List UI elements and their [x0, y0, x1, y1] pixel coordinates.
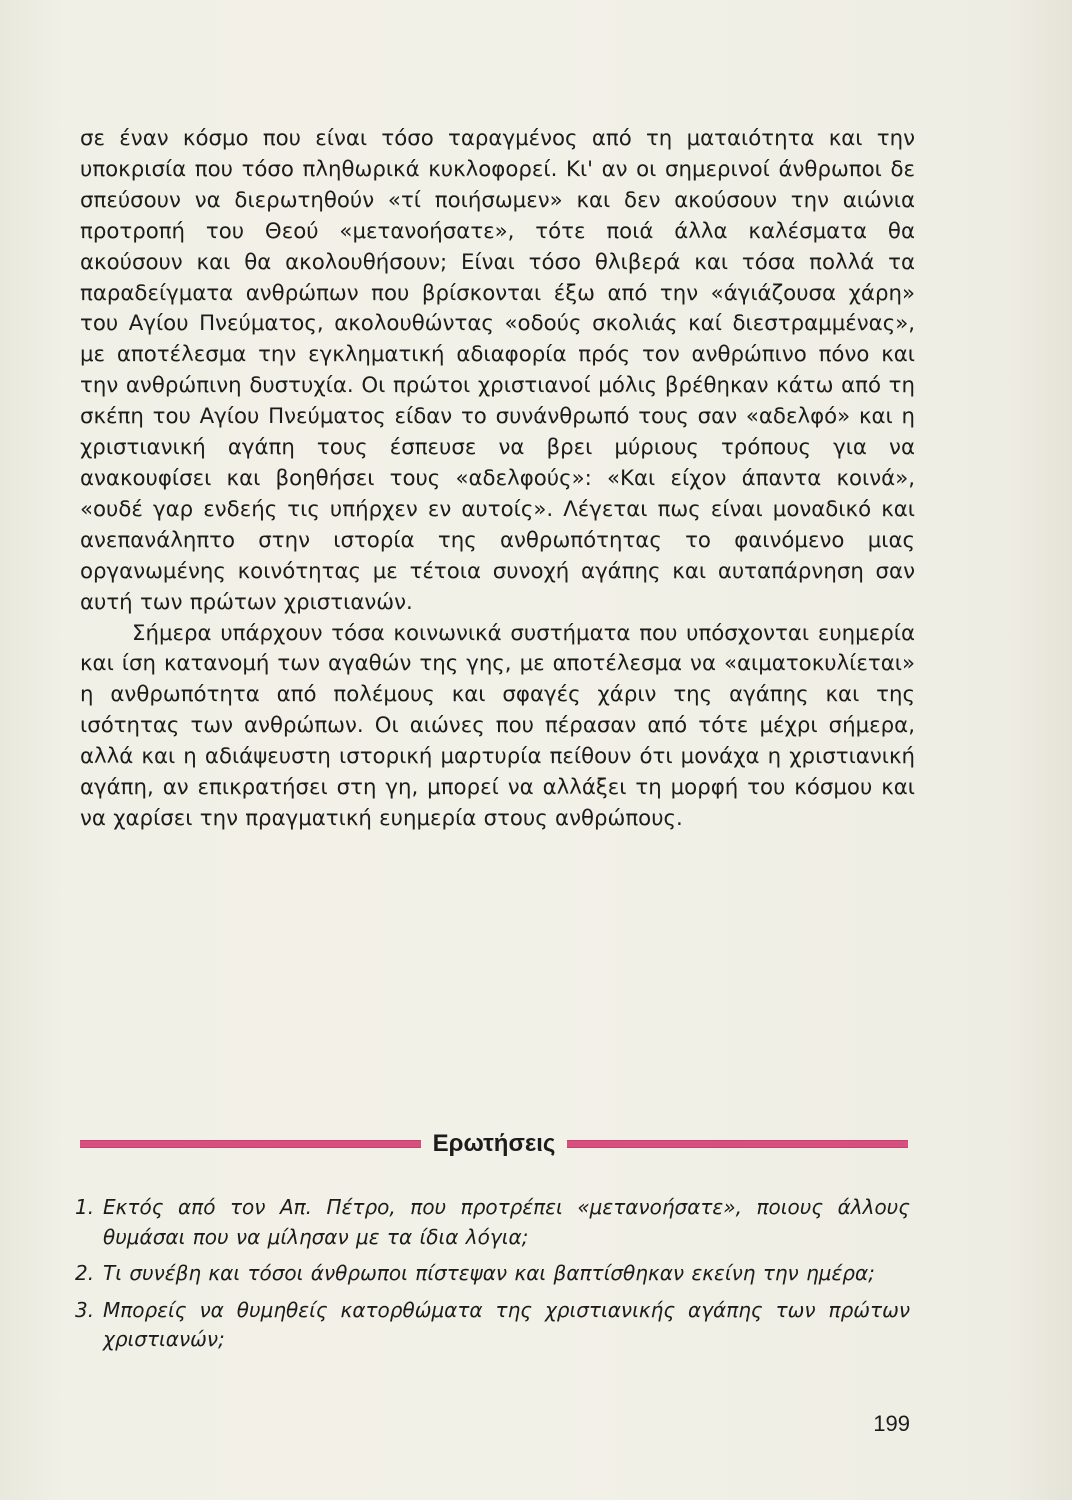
question-text: Μπορείς να θυμηθείς κατορθώματα της χριστιανικής αγάπης των πρώτων χριστιανών; [103, 1297, 910, 1351]
question-item [75, 1259, 910, 1289]
paragraph-2: Σήμερα υπάρχουν τόσα κοινωνικά συστήματα που υπόσχονται ευημερία και ίση κατανομή των αγαθών της γης, με αποτέλεσμα να «αιματοκυλίεται» η ανθρωπότητα από πολέμους και σφαγές χάριν της αγάπης και της ισότητας των ανθρώπων. Οι αιώνες που πέρασαν από τότε μέχρι σήμερα, αλλά και η αδιάψευστη ιστορική μαρτυρία πείθουν ότι μονάχα η χριστιανική αγάπη, αν επικρατήσει στη γη, μπορεί να αλλάξει τη μορφή του κόσμου και να χαρίσει την πραγματική ευημερία στους ανθρώπους. [80, 620, 915, 831]
question-item [75, 1296, 910, 1355]
question-text: Εκτός από τον Απ. Πέτρο, που προτρέπει «μετανοήσατε», ποιους άλλους θυμάσαι που να μίλησαν με τα ίδια λόγια; [103, 1195, 910, 1249]
questions-title: Ερωτήσεις [432, 1130, 556, 1157]
question-number: 2. [75, 1261, 95, 1285]
question-item [75, 1193, 910, 1252]
page-number: 199 [873, 1411, 910, 1436]
question-number: 1. [75, 1195, 95, 1219]
main-text [80, 124, 915, 835]
question-text: Τι συνέβη και τόσοι άνθρωποι πίστεψαν και βαπτίσθηκαν εκείνη την ημέρα; [103, 1261, 875, 1285]
paragraph-1: σε έναν κόσμο που είναι τόσο ταραγμένος από τη ματαιότητα και την υποκρισία που τόσο πληθωρικά κυκλοφορεί. Κι' αν οι σημερινοί άνθρωποι δε σπεύσουν να διερωτηθούν «τί ποιήσωμεν» και δεν ακούσουν την αιώνια προτροπή του Θεού «μετανοήσατε», τότε ποιά άλλα καλέσματα θα ακούσουν και θα ακολουθήσουν; Είναι τόσο θλιβερά και τόσα πολλά τα παραδείγματα ανθρώπων που βρίσκονται έξω από την «άγιάζουσα χάρη» του Αγίου Πνεύματος, ακολουθώντας «οδούς σκολιάς καί διεστραμμένας», με αποτέλεσμα την εγκληματική αδιαφορία πρός τον ανθρώπινο πόνο και την ανθρώπινη δυστυχία. Οι πρώτοι χριστιανοί μόλις βρέθηκαν κάτω από τη σκέπη του Αγίου Πνεύματος είδαν το συνάνθρωπό τους σαν «αδελφό» και η χριστιανική αγάπη τους έσπευσε να βρει μύριους τρόπους για να ανακουφίσει και βοηθήσει τους «αδελφούς»: «Και είχον άπαντα κοινά», «ουδέ γαρ ενδεής τις υπήρχεν εν αυτοίς». Λέγεται πως είναι μοναδικό και ανεπανάληπτο στην ιστορία της ανθρωπότητας το φαινόμενο μιας οργανωμένης κοινότητας με τέτοια συνοχή αγάπης και αυταπάρνηση σαν αυτή των πρώτων χριστιανών. [80, 126, 915, 615]
questions-header [80, 1124, 908, 1164]
header-rule-left [80, 1140, 421, 1148]
questions-list [75, 1193, 910, 1362]
header-rule-right [567, 1140, 908, 1148]
question-number: 3. [75, 1297, 95, 1322]
